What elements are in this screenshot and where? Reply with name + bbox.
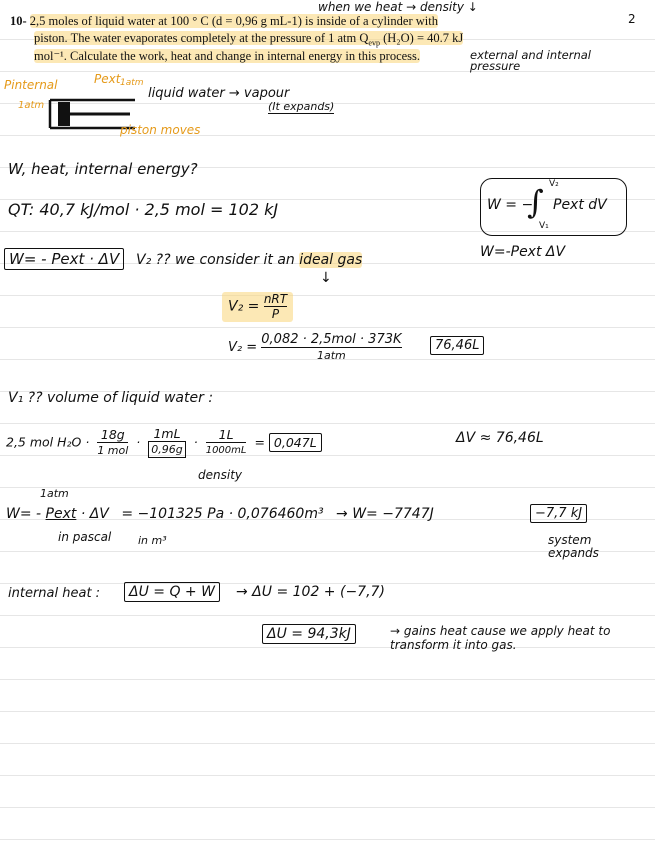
work-formula-boxed: W= - Pext · ΔV [4, 248, 124, 270]
v1-heading: V₁ ?? volume of liquid water : [8, 390, 214, 406]
work-result: −7,7 kJ [530, 504, 587, 523]
work-integral-body: Pext dV [553, 197, 607, 213]
density-label: density [198, 468, 242, 482]
work-simple: W=-Pext ΔV [480, 244, 566, 260]
liquid-to-vapour: liquid water → vapour [148, 86, 290, 101]
note-external-internal: external and internal pressure [470, 48, 591, 73]
du-formula-box: ΔU = Q + W [124, 582, 220, 602]
v1-calculation: 2,5 mol H₂O · 18g 1 mol · $\frac{1mL}{0,96g}$ · 1L 1000mL = 0,047L [6, 426, 322, 458]
system-expands-note: system expands [548, 533, 599, 560]
v2-question: V₂ ?? we consider it an ideal gas [136, 252, 363, 268]
internal-heat-label: internal heat : [8, 586, 101, 601]
gains-heat-note: → gains heat cause we apply heat to transform it into gas. [390, 624, 611, 652]
v2-result: 76,46L [430, 336, 484, 355]
label-p-internal: Pinternal [4, 78, 58, 92]
page-number: 2 [628, 12, 636, 26]
piston-moves: piston moves [120, 123, 201, 137]
work-integral-box [480, 178, 627, 236]
note-when-heat: when we heat → density ↓ [318, 0, 478, 14]
v2-calculation: V₂ = 0,082 · 2,5mol · 373K 1atm [228, 332, 402, 362]
du-result: ΔU = 94,3kJ [262, 624, 356, 644]
v2-formula: V₂ = nRT P [222, 292, 293, 322]
work-integral-left: W = − [487, 197, 534, 213]
label-p-internal-value: 1atm [18, 100, 45, 111]
work-numeric-line: W= - Pext · ΔV = −101325 Pa · 0,076460m³ → W= −7747J [6, 506, 434, 522]
label-p-ext: Pext [94, 72, 121, 86]
integral-lower: V₁ [539, 221, 549, 231]
qt-calculation: QT: 40,7 kJ/mol · 2,5 mol = 102 kJ [8, 200, 279, 219]
label-p-ext-value: 1atm [120, 78, 144, 88]
du-calculation: → ΔU = 102 + (−7,7) [236, 584, 385, 600]
problem-text-3: mol⁻¹. Calculate the work, heat and change in internal energy in this process. [34, 49, 421, 63]
down-arrow: ↓ [320, 270, 332, 286]
problem-text-1: 2,5 moles of liquid water at 100 ° C (d = 0,96 g mL-1) is inside of a cylinder with [29, 14, 438, 28]
problem-line-2 [34, 31, 463, 48]
delta-v: ΔV ≈ 76,46L [456, 430, 544, 446]
problem-text-2: piston. The water evaporates completely at the pressure of 1 atm $Q_{evp}$ (H₂O) = 40.7 kJ [34, 31, 464, 48]
problem-line-1 [10, 14, 438, 29]
problem-line-3 [34, 48, 420, 64]
heading-question: W, heat, internal energy? [8, 160, 198, 178]
in-pascal-note: in pascal [58, 530, 112, 544]
integral-sign: ∫ [527, 183, 544, 221]
one-atm-note: 1atm [40, 487, 69, 500]
integral-upper: V₂ [549, 179, 559, 189]
in-m3-note: in m³ [138, 534, 167, 547]
problem-number: 10- [10, 14, 27, 28]
it-expands: (It expands) [268, 100, 335, 113]
